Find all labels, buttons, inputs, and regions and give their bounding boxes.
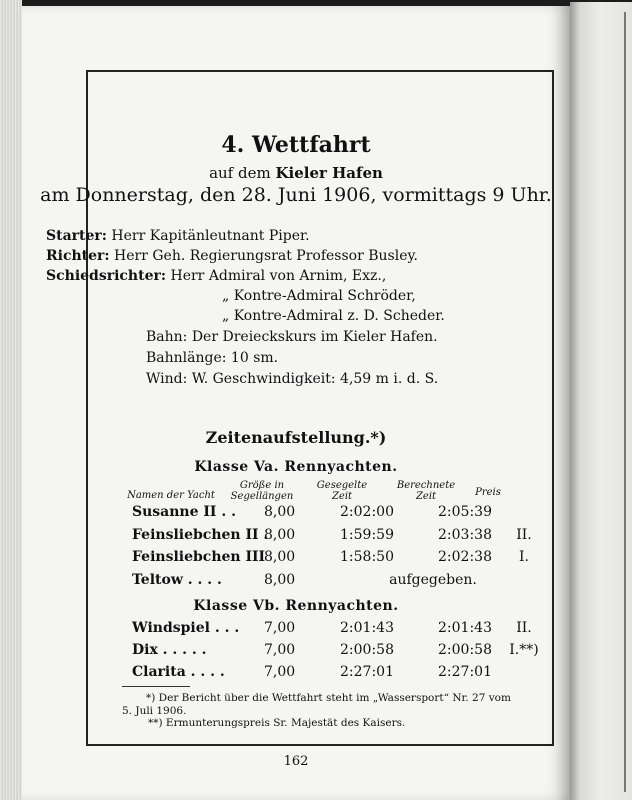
starter-label: Starter: (46, 228, 107, 244)
yacht-size: 7,00 (264, 664, 296, 680)
table-row (122, 642, 562, 662)
sailed-time: 1:59:59 (340, 527, 394, 543)
schiedsrichter-value: Herr Admiral von Arnim, Exz., (170, 268, 387, 284)
schiedsrichter-line-2: „ Kontre-Admiral Schröder, (222, 288, 416, 304)
calculated-time: 2:02:38 (438, 549, 492, 565)
table-row (122, 572, 562, 592)
race-title: 4. Wettfahrt (221, 132, 371, 158)
sailed-time: 2:27:01 (340, 664, 394, 680)
race-subtitle (22, 164, 570, 182)
header-size: Größe in Segellängen (230, 480, 294, 502)
yacht-size: 8,00 (264, 549, 296, 565)
yacht-name: Clarita . . . . (132, 664, 225, 680)
sailed-time: 2:00:58 (340, 642, 394, 658)
course-line: Bahn: Der Dreieckskurs im Kieler Hafen. (146, 329, 438, 345)
calculated-time: 2:03:38 (438, 527, 492, 543)
yacht-size: 8,00 (264, 504, 296, 520)
footnote-rule (122, 686, 190, 687)
calculated-time: 2:01:43 (438, 620, 492, 636)
calculated-time: 2:00:58 (438, 642, 492, 658)
calculated-time: 2:05:39 (438, 504, 492, 520)
schiedsrichter-line (46, 268, 386, 284)
header-prize: Preis (475, 487, 501, 498)
table-row (122, 527, 562, 547)
book-page (22, 6, 570, 800)
footnote-1: *) Der Bericht über die Wettfahrt steht im „Wassersport“ Nr. 27 vom (146, 692, 511, 704)
footnote-1-cont: 5. Juli 1906. (122, 705, 187, 717)
yacht-name: Dix . . . . . (132, 642, 207, 658)
starter-value: Herr Kapitänleutnant Piper. (111, 228, 310, 244)
prize: II. (516, 620, 532, 636)
prize: II. (516, 527, 532, 543)
yacht-size: 7,00 (264, 620, 296, 636)
calculated-time: 2:27:01 (438, 664, 492, 680)
wind-line: Wind: W. Geschwindigkeit: 4,59 m i. d. S. (146, 371, 439, 387)
page-stack-edge (0, 0, 22, 800)
yacht-size: 8,00 (264, 527, 296, 543)
table-title: Zeitenaufstellung.*) (205, 428, 387, 447)
schiedsrichter-line-3: „ Kontre-Admiral z. D. Scheder. (222, 308, 445, 324)
richter-line (46, 248, 418, 264)
course-length: Bahnlänge: 10 sm. (146, 350, 279, 366)
yacht-name: Feinsliebchen III (132, 549, 266, 565)
header-calc: Berechnete Zeit (396, 480, 456, 502)
yacht-size: 8,00 (264, 572, 296, 588)
yacht-size: 7,00 (264, 642, 296, 658)
facing-page-edge (624, 12, 626, 792)
table-row (122, 504, 562, 524)
prize: I. (519, 549, 529, 565)
yacht-name: Feinsliebchen II . (132, 527, 269, 543)
yacht-name: Teltow . . . . (132, 572, 222, 588)
yacht-name: Susanne II . . (132, 504, 236, 520)
table-row (122, 549, 562, 569)
header-name: Namen der Yacht (127, 490, 215, 501)
starter-line (46, 228, 310, 244)
class-b-title: Klasse Vb. Rennyachten. (193, 598, 399, 614)
header-sailed: Gesegelte Zeit (316, 480, 368, 502)
yacht-name: Windspiel . . . (132, 620, 240, 636)
richter-label: Richter: (46, 248, 110, 264)
page-number: 162 (283, 754, 309, 769)
subtitle-place: Kieler Hafen (275, 164, 383, 182)
footnote-2: **) Ermunterungspreis Sr. Majestät des Kaisers. (148, 717, 406, 729)
facing-page (570, 2, 632, 800)
table-row (122, 664, 562, 684)
class-a-title: Klasse Va. Rennyachten. (194, 459, 398, 475)
race-date-line: am Donnerstag, den 28. Juni 1906, vormittags 9 Uhr. (40, 184, 552, 206)
race-status: aufgegeben. (389, 572, 477, 588)
table-row (122, 620, 562, 640)
richter-value: Herr Geh. Regierungsrat Professor Busley. (114, 248, 418, 264)
sailed-time: 2:01:43 (340, 620, 394, 636)
sailed-time: 1:58:50 (340, 549, 394, 565)
prize: I.**) (509, 642, 539, 658)
sailed-time: 2:02:00 (340, 504, 394, 520)
schiedsrichter-label: Schiedsrichter: (46, 268, 167, 284)
subtitle-prefix: auf dem (209, 164, 271, 182)
